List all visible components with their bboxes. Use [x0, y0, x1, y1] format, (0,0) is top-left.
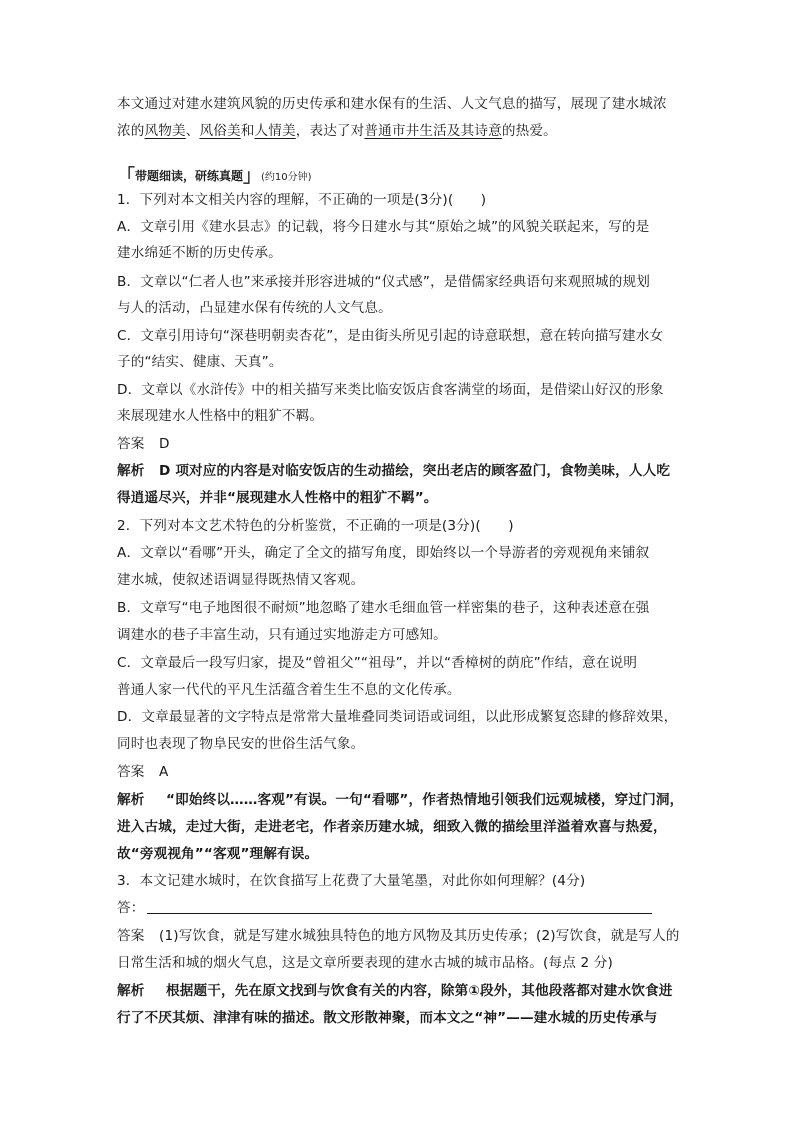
answer-label: 答案 — [117, 436, 145, 452]
section-heading: 「带题细读，研练真题」(约10分钟) — [117, 166, 312, 187]
q1-option-b-line2: 与人的活动，凸显建水保有传统的人文气息。 — [117, 300, 392, 316]
q2-explanation-line3: 故“旁观视角”“客观”理解有误。 — [117, 846, 319, 862]
underlined-term: 风物美 — [144, 123, 186, 139]
q1-explanation-line1: 解析 D 项对应的内容是对临安饭店的生动描绘，突出老店的顾客盈门，食物美味，人人吃 — [117, 463, 671, 479]
answer-value: A — [159, 764, 169, 780]
underlined-term: 普通市井生活及其诗意 — [364, 123, 502, 139]
explanation-label: 解析 — [117, 792, 145, 808]
q1-option-c-line2: 子的“结实、健康、天真”。 — [117, 354, 283, 370]
q2-stem: 2．下列对本文艺术特色的分析鉴赏，不正确的一项是(3分)( ) — [117, 518, 514, 534]
q2-option-b-line2: 调建水的巷子丰富生动，只有通过实地游走方可感知。 — [117, 627, 447, 643]
q2-answer — [117, 762, 168, 782]
section-time: (约10分钟) — [261, 172, 312, 183]
answer-value: D — [159, 436, 170, 452]
q1-option-a-line2: 建水绵延不断的历史传承。 — [117, 245, 282, 261]
q2-option-d-line1: D．文章最显著的文字特点是常常大量堆叠同类词语或词组，以此形成繁复恣肆的修辞效果， — [117, 709, 678, 725]
q3-stem: 3．本文记建水城时，在饮食描写上花费了大量笔墨，对此你如何理解？(4分) — [117, 873, 586, 889]
q2-option-d-line2: 同时也表现了物阜民安的世俗生活气象。 — [117, 736, 365, 752]
explanation-label: 解析 — [117, 983, 145, 999]
answer-blank-line[interactable] — [147, 901, 652, 914]
q2-option-a-line1: A．文章以“看哪”开头，确定了全文的描写角度，即始终以一个导游者的旁观视角来铺叙 — [117, 545, 650, 561]
q1-option-d-line2: 来展现建水人性格中的粗犷不羁。 — [117, 408, 324, 424]
q1-answer — [117, 434, 170, 454]
q3-explanation-line2: 行了不厌其烦、津津有味的描述。散文形散神聚，而本文之“神”——建水城的历史传承与 — [117, 1010, 658, 1026]
q2-explanation-line1: 解析 “即始终以……客观”有误。一句“看哪”，作者热情地引领我们远观城楼，穿过门洞， — [117, 792, 684, 808]
q1-explanation-line2: 得逍遥尽兴，并非“展现建水人性格中的粗犷不羁”。 — [117, 490, 438, 506]
q3-explanation-line1: 解析 根据题干，先在原文找到与饮食有关的内容，除第①段外，其他段落都对建水饮食进 — [117, 983, 673, 999]
intro-line-2: 浓的风物美、风俗美和人情美，表达了对普通市井生活及其诗意的热爱。 — [117, 123, 557, 139]
q1-option-d-line1: D．文章以《水浒传》中的相关描写来类比临安饭店食客满堂的场面，是借梁山好汉的形象 — [117, 382, 664, 398]
q2-option-c-line2: 普通人家一代代的平凡生活蕴含着生生不息的文化传承。 — [117, 682, 461, 698]
answer-label: 答案 — [117, 928, 145, 944]
q3-answer-prompt: 答： — [117, 898, 652, 918]
underlined-term: 人情美 — [254, 123, 296, 139]
intro-line-1: 本文通过对建水建筑风貌的历史传承和建水保有的生活、人文气息的描写，展现了建水城浓 — [117, 96, 667, 112]
q1-option-c-line1: C．文章引用诗句“深巷明朝卖杏花”，是由街头所见引起的诗意联想，意在转向描写建水女 — [117, 328, 664, 344]
q3-answer-line1: 答案 (1)写饮食，就是写建水城独具特色的地方风物及其历史传承；(2)写饮食，就是写人的 — [117, 928, 680, 944]
q2-option-a-line2: 建水城，使叙述语调显得既热情又客观。 — [117, 572, 365, 588]
underlined-term: 风俗美 — [199, 123, 241, 139]
q1-option-a-line1: A．文章引用《建水县志》的记载，将今日建水与其“原始之城”的风貌关联起来，写的是 — [117, 219, 650, 235]
q1-stem: 1．下列对本文相关内容的理解，不正确的一项是(3分)( ) — [117, 192, 487, 208]
q3-answer-line2: 日常生活和城的烟火气息，这是文章所要表现的建水古城的城市品格。(每点 2 分) — [117, 955, 613, 971]
q2-option-c-line1: C．文章最后一段写归家，提及“曾祖父”“祖母”，并以“香樟树的荫庇”作结，意在说明 — [117, 655, 638, 671]
q2-option-b-line1: B．文章写“电子地图很不耐烦”地忽略了建水毛细血管一样密集的巷子，这种表述意在强 — [117, 600, 650, 616]
answer-label: 答案 — [117, 764, 145, 780]
q2-explanation-line2: 进入古城，走过大街，走进老宅，作者亲历建水城，细致入微的描绘里洋溢着欢喜与热爱， — [117, 819, 667, 835]
explanation-label: 解析 — [117, 463, 145, 479]
section-title: 带题细读，研练真题 — [135, 169, 244, 183]
q1-option-b-line1: B．文章以“仁者人也”来承接并形容进城的“仪式感”，是借儒家经典语句来观照城的规划 — [117, 274, 651, 290]
